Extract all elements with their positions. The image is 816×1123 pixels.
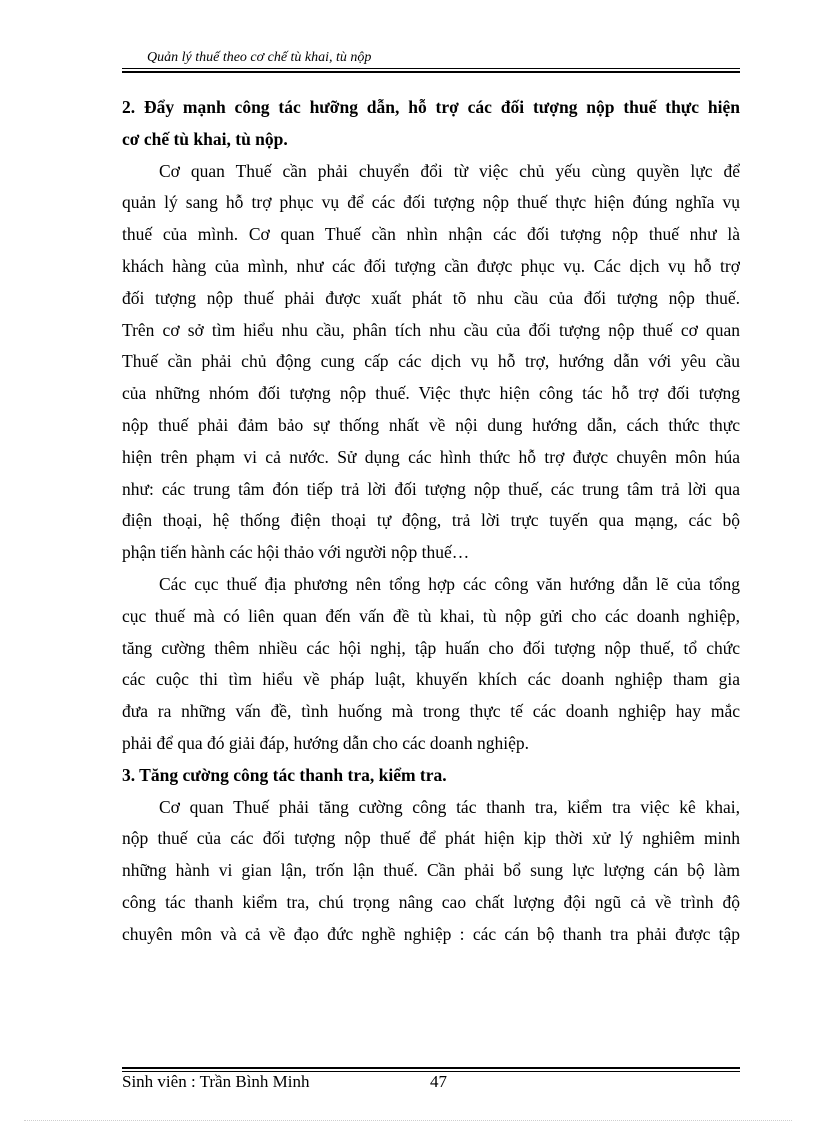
paragraph-line: các cuộc thi tìm hiểu về pháp luật, khuyến khích các doanh nghiệp tham gia [122, 669, 740, 690]
paragraph-line: Cơ quan Thuế phải tăng cường công tác thanh tra, kiểm tra việc kê khai, [159, 796, 740, 817]
paragraph-line: thuế của mình. Cơ quan Thuế cần nhìn nhận các đối tượng nộp thuế như là [122, 224, 740, 245]
page-edge-divider [24, 1120, 792, 1121]
header-rule-thin [122, 68, 740, 69]
body-content [122, 92, 740, 951]
paragraph-line: của những nhóm đối tượng nộp thuế. Việc thực hiện công tác hỗ trợ đối tượng [122, 383, 740, 404]
section-2-heading-cont: cơ chế tù khai, tù nộp. [122, 128, 288, 149]
paragraph-line: quản lý sang hỗ trợ phục vụ để các đối tượng nộp thuế thực hiện đúng nghĩa vụ [122, 192, 740, 213]
paragraph-line: hiện trên phạm vi cả nước. Sử dụng các hình thức hỗ trợ được chuyên môn húa [122, 446, 740, 467]
paragraph-line: Thuế cần phải chủ động cung cấp các dịch vụ hỗ trợ, hướng dẫn với yêu cầu [122, 351, 740, 372]
paragraph-line: Các cục thuế địa phương nên tổng hợp các công văn hướng dẫn lẽ của tổng [159, 573, 740, 594]
paragraph-line: những hành vi gian lận, trốn lận thuế. Cần phải bổ sung lực lượng cán bộ làm [122, 860, 740, 881]
paragraph-line: đối tượng nộp thuế phải được xuất phát tõ nhu cầu của đối tượng nộp thuế. [122, 287, 740, 308]
paragraph-line: nộp thuế phải đảm bảo sự thống nhất về nội dung hướng dẫn, cách thức thực [122, 414, 740, 435]
paragraph-line: tăng cường thêm nhiều các hội nghị, tập huấn cho đối tượng nộp thuế, tổ chức [122, 637, 740, 658]
footer-rule-thick [122, 1067, 740, 1069]
section-3-heading: 3. Tăng cường công tác thanh tra, kiểm tra. [122, 764, 447, 785]
paragraph-line: đưa ra những vấn đề, tình huống mà trong thực tế các doanh nghiệp hay mắc [122, 701, 740, 722]
paragraph-line: chuyên môn và cả về đạo đức nghề nghiệp : các cán bộ thanh tra phải được tập [122, 923, 740, 944]
paragraph-line: cục thuế mà có liên quan đến vấn đề tù khai, tù nộp gửi cho các doanh nghiệp, [122, 605, 740, 626]
paragraph-line: như: các trung tâm đón tiếp trả lời đối tượng nộp thuế, các trung tâm trả lời qua [122, 478, 740, 499]
paragraph-line: công tác thanh kiểm tra, chú trọng nâng cao chất lượng đội ngũ cả về trình độ [122, 891, 740, 912]
paragraph-line: nộp thuế của các đối tượng nộp thuế để phát hiện kịp thời xử lý nghiêm minh [122, 828, 740, 849]
footer-student-name: Sinh viên : Trần Bình Minh [122, 1072, 310, 1091]
running-header: Quản lý thuế theo cơ chế tù khai, tù nộp [147, 50, 372, 65]
paragraph-line: phải để qua đó giải đáp, hướng dẫn cho các doanh nghiệp. [122, 732, 530, 753]
paragraph-line: Cơ quan Thuế cần phải chuyển đổi từ việc chủ yếu cùng quyền lực để [159, 160, 740, 181]
page-number: 47 [430, 1072, 447, 1091]
paragraph-line: phận tiến hành các hội thảo với người nộp thuế… [122, 542, 470, 563]
paragraph-line: khách hàng của mình, như các đối tượng cần được phục vụ. Các dịch vụ hỗ trợ [122, 255, 740, 276]
paragraph-line: điện thoại, hệ thống điện thoại tự động, trả lời trực tuyến qua mạng, các bộ [122, 510, 740, 531]
paragraph-line: Trên cơ sở tìm hiểu nhu cầu, phân tích nhu cầu của đối tượng nộp thuế cơ quan [122, 319, 740, 340]
section-2-heading: 2. Đẩy mạnh công tác hưỡng dẫn, hỗ trợ các đối tượng nộp thuế thực hiện [122, 97, 740, 117]
header-rule-thick [122, 71, 740, 73]
